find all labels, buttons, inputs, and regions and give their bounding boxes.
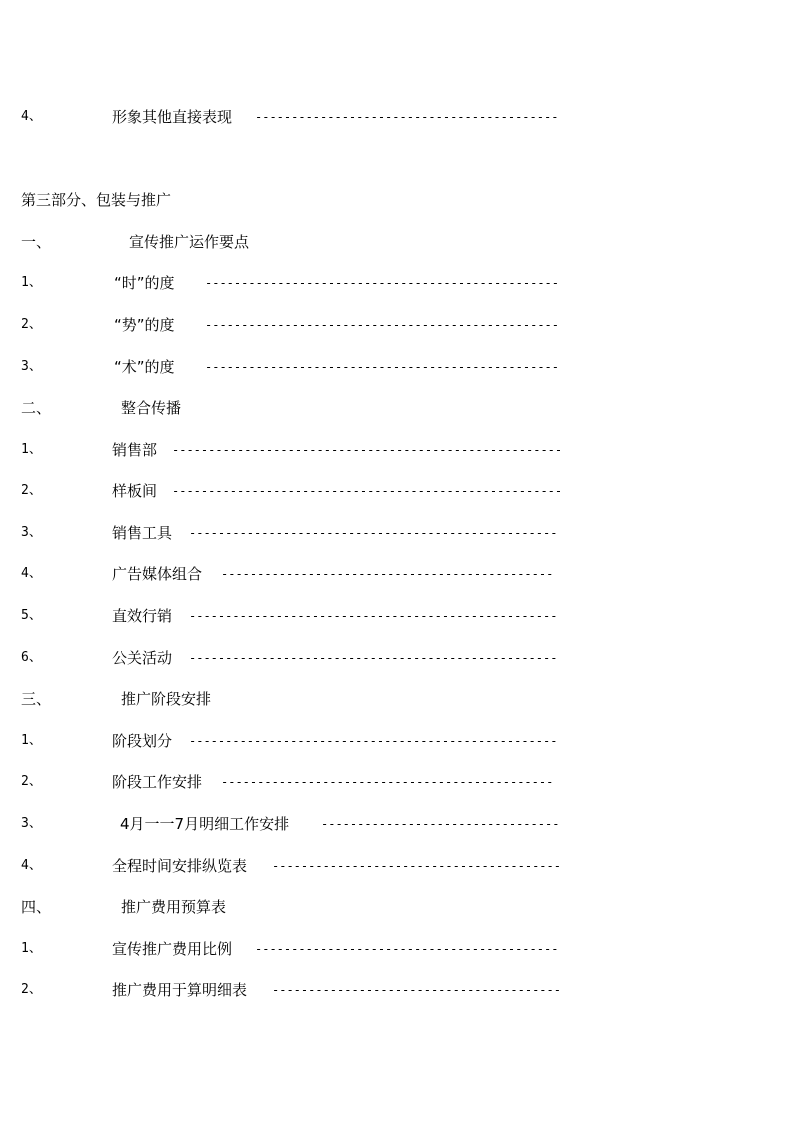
entry-number: 1、	[21, 941, 42, 956]
leader-dashes: ---------------------------------------------------	[189, 526, 558, 540]
entry-title: 形象其他直接表现	[112, 108, 233, 126]
toc-entry	[0, 854, 794, 878]
part-heading	[0, 188, 794, 212]
entry-number: 5、	[21, 608, 42, 623]
toc-entry	[0, 355, 794, 379]
leader-dashes: ----------------------------------------	[272, 983, 561, 997]
leader-dashes: ---------------------------------	[321, 817, 560, 831]
toc-entry	[0, 521, 794, 545]
section-number: 三、	[21, 690, 52, 708]
leader-dashes: ---------------------------------------------------	[189, 734, 558, 748]
entry-title: 公关活动	[112, 649, 173, 667]
entry-number: 2、	[21, 774, 42, 789]
leader-dashes: ------------------------------------------	[255, 110, 559, 124]
toc-entry	[0, 105, 794, 129]
entry-number: 1、	[21, 275, 42, 290]
leader-dashes: -------------------------------------------------	[205, 360, 560, 374]
entry-number: 3、	[21, 816, 42, 831]
toc-entry	[0, 271, 794, 295]
section-heading	[0, 396, 794, 420]
entry-title: 广告媒体组合	[112, 565, 203, 583]
section-number: 二、	[21, 399, 52, 417]
leader-dashes: ----------------------------------------------	[221, 567, 554, 581]
toc-entry	[0, 646, 794, 670]
toc-entry	[0, 479, 794, 503]
leader-dashes: ---------------------------------------------------	[189, 609, 558, 623]
leader-dashes: ----------------------------------------------	[221, 775, 554, 789]
entry-number: 3、	[21, 359, 42, 374]
entry-title: 宣传推广费用比例	[112, 940, 233, 958]
toc-entry	[0, 937, 794, 961]
toc-entry	[0, 438, 794, 462]
entry-title: 销售工具	[112, 524, 173, 542]
toc-entry	[0, 978, 794, 1002]
toc-entry	[0, 313, 794, 337]
entry-number: 1、	[21, 442, 42, 457]
leader-dashes: ------------------------------------------	[255, 942, 559, 956]
toc-entry	[0, 812, 794, 836]
entry-title: “势”的度	[114, 316, 175, 334]
entry-number: 2、	[21, 317, 42, 332]
entry-number: 4、	[21, 566, 42, 581]
entry-title: 阶段工作安排	[112, 773, 203, 791]
leader-dashes: ------------------------------------------------------	[172, 443, 563, 457]
entry-title: “时”的度	[114, 274, 175, 292]
entry-title: “术”的度	[114, 358, 175, 376]
section-title: 推广费用预算表	[121, 898, 227, 916]
entry-title: 全程时间安排纵览表	[112, 857, 248, 875]
section-title: 推广阶段安排	[121, 690, 212, 708]
entry-title: 阶段划分	[112, 732, 173, 750]
entry-number: 2、	[21, 982, 42, 997]
entry-number: 6、	[21, 650, 42, 665]
leader-dashes: ---------------------------------------------------	[189, 651, 558, 665]
toc-entry	[0, 729, 794, 753]
entry-number: 4、	[21, 109, 42, 124]
section-heading	[0, 895, 794, 919]
section-number: 一、	[21, 233, 52, 251]
toc-entry	[0, 562, 794, 586]
leader-dashes: ------------------------------------------------------	[172, 484, 563, 498]
entry-title: 4月一一7月明细工作安排	[120, 815, 290, 833]
part-title: 第三部分、包装与推广	[21, 191, 172, 209]
entry-number: 2、	[21, 483, 42, 498]
leader-dashes: -------------------------------------------------	[205, 318, 560, 332]
section-heading	[0, 687, 794, 711]
section-title: 宣传推广运作要点	[129, 233, 250, 251]
toc-entry	[0, 770, 794, 794]
entry-number: 1、	[21, 733, 42, 748]
leader-dashes: ----------------------------------------	[272, 859, 561, 873]
entry-title: 推广费用于算明细表	[112, 981, 248, 999]
entry-number: 4、	[21, 858, 42, 873]
entry-number: 3、	[21, 525, 42, 540]
entry-title: 样板间	[112, 482, 158, 500]
section-title: 整合传播	[121, 399, 182, 417]
entry-title: 销售部	[112, 441, 158, 459]
section-heading	[0, 230, 794, 254]
section-number: 四、	[21, 898, 52, 916]
leader-dashes: -------------------------------------------------	[205, 276, 560, 290]
toc-entry	[0, 604, 794, 628]
entry-title: 直效行销	[112, 607, 173, 625]
